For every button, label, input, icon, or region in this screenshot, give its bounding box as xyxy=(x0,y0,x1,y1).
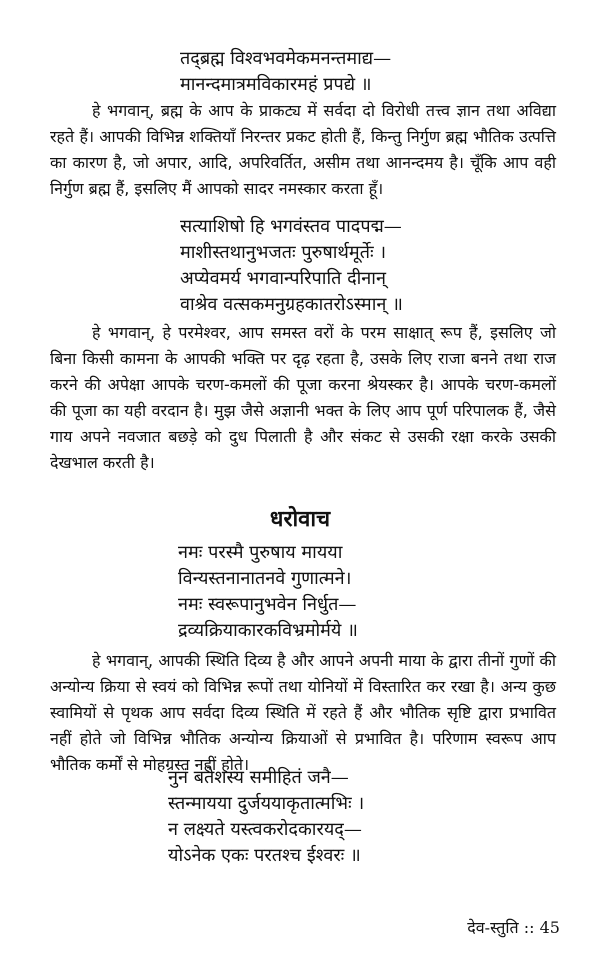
verse-line: योऽनेक एकः परतश्च ईश्वरः ॥ xyxy=(168,845,361,866)
paragraph-2: हे भगवान्, हे परमेश्वर, आप समस्त वरों के परम साक्षात् रूप हैं, इसलिए जो बिना किसी कामना के आपकी भक्ति पर दृढ़ रहता है, उसके लिए राजा बनने तथा राज करने की अपेक्षा आपके चरण-कमलों की पूजा करना श्रेयस्कर है। आपके चरण-कमलों की पूजा का यही वरदान है। मुझ जैसे अज्ञानी भक्त के लिए आप पूर्ण परिपालक हैं, जैसे गाय अपने नवजात बछड़े को दुध पिलाती है और संकट से उसकी रक्षा करके उसकी देखभाल करती है। xyxy=(50,323,556,472)
verse-line: वाश्रेव वत्सकमनुग्रहकातरोऽस्मान् ॥ xyxy=(180,294,403,315)
verse-line: नमः स्वरूपानुभवेन निर्धुत— xyxy=(178,594,357,615)
page-footer: देव-स्तुति :: 45 xyxy=(467,918,560,937)
verse-line: द्रव्यक्रियाकारकविभ्रमोर्मये ॥ xyxy=(178,620,358,641)
section-heading: धरोवाच xyxy=(269,507,331,532)
verse-line: माशीस्तथानुभजतः पुरुषार्थमूर्तेः । xyxy=(180,242,387,263)
verse-line: नुनं बतेशस्य समीहितं जनै— xyxy=(168,767,349,788)
verse-line: अप्येवमर्य भगवान्परिपाति दीनान् xyxy=(180,268,386,289)
verse-line: मानन्दमात्रमविकारमहं प्रपद्ये ॥ xyxy=(180,74,372,95)
verse-line: तद्ब्रह्म विश्वभवमेकमनन्तमाद्य— xyxy=(180,48,392,69)
paragraph-1: हे भगवान्, ब्रह्म के आप के प्राकट्य में सर्वदा दो विरोधी तत्त्व ज्ञान तथा अविद्या रहते हैं। आपकी विभिन्न शक्तियाँ निरन्तर प्रकट होती हैं, किन्तु निर्गुण ब्रह्म भौतिक उत्पत्ति का कारण है, जो अपार, आदि, अपरिवर्तित, असीम तथा आनन्दमय है। चूँकि आप वही निर्गुण ब्रह्म हैं, इसलिए मैं आपको सादर नमस्कार करता हूँ। xyxy=(50,101,556,198)
verse-line: सत्याशिषो हि भगवंस्तव पादपद्म— xyxy=(180,216,402,237)
paragraph-3: हे भगवान्, आपकी स्थिति दिव्य है और आपने अपनी माया के द्वारा तीनों गुणों की अन्योन्य क्रिया से स्वयं को विभिन्न रूपों तथा योनियों में विस्तारित कर रखा है। अन्य कुछ स्वामियों से पृथक आप सर्वदा दिव्य स्थिति में रहते हैं और भौतिक सृष्टि द्वारा प्रभावित नहीं होते जो विभिन्न भौतिक अन्योन्य क्रियाओं से प्रभावित है। परिणाम स्वरूप आप भौतिक कर्मों से मोहग्रस्त नहीं होते। xyxy=(50,651,556,774)
verse-line: स्तन्मायया दुर्जययाकृतात्मभिः । xyxy=(168,793,365,814)
verse-line: नमः परस्मै पुरुषाय मायया xyxy=(178,542,343,563)
verse-3 xyxy=(178,540,358,644)
verse-1 xyxy=(180,46,391,98)
verse-4 xyxy=(168,765,364,869)
verse-2 xyxy=(180,214,403,318)
verse-line: न लक्ष्यते यस्त्वकरोदकारयद्— xyxy=(168,819,362,840)
verse-line: विन्यस्तनानातनवे गुणात्मने। xyxy=(178,568,352,589)
